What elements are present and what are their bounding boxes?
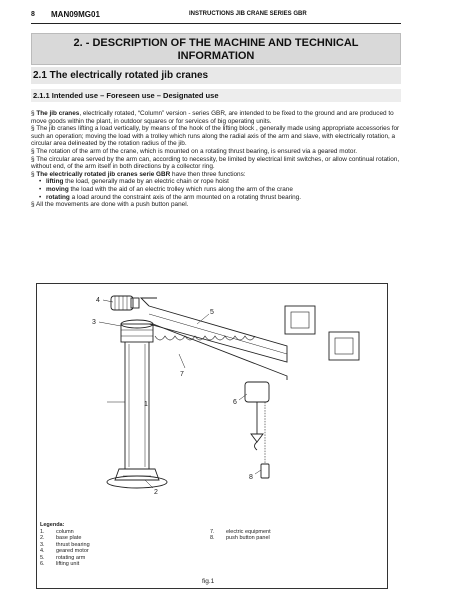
callout-8: 8 — [249, 474, 253, 481]
header-divider — [31, 23, 401, 24]
subsection-heading: 2.1 The electrically rotated jib cranes — [31, 67, 401, 84]
beam-profile-detail — [285, 306, 359, 360]
paragraph-4: § The circular area served by the arm can, according to necessity, be limited by electrical limit switches, or allow continual rotation, without end, of the arm itself in both directions by a collector ring. — [31, 155, 400, 171]
callout-3: 3 — [92, 319, 96, 326]
callout-6: 6 — [233, 399, 237, 406]
callout-7: 7 — [180, 371, 184, 378]
section-title — [31, 33, 401, 65]
legend-title: Legenda: — [40, 522, 65, 528]
column-drawing — [107, 342, 167, 488]
function-list — [31, 178, 403, 201]
page-number: 8 — [31, 11, 35, 18]
list-item: 1. column — [40, 529, 74, 535]
geared-motor-drawing — [111, 296, 139, 310]
document-title: INSTRUCTIONS JIB CRANE SERIES GBR — [189, 11, 307, 17]
figure-caption: fig.1 — [202, 578, 215, 585]
legend-column-1 — [40, 529, 190, 567]
list-item: • lifting the load, generally made by an electric chain or rope hoist — [39, 178, 403, 186]
list-item: 7. electric equipment — [210, 529, 271, 535]
callout-5: 5 — [210, 309, 214, 316]
list-item: 2. base plate — [40, 535, 82, 542]
push-button-panel-drawing — [261, 402, 269, 478]
paragraph-3: § The rotation of the arm of the crane, which is mounted on a rotating thrust bearing, is ensured via a geared motor. — [31, 147, 358, 155]
paragraph-5: § The electrically rotated jib cranes serie GBR have then three functions: — [31, 170, 246, 178]
paragraph-6: § All the movements are done with a push button panel. — [31, 201, 189, 209]
callout-4: 4 — [96, 297, 100, 304]
list-item: 6. lifting unit — [40, 561, 80, 568]
paragraph-2: § The jib cranes lifting a load vertically, by means of the hook of the lifting block , generally made using appropriate accessories for such an operation; moving the load with a trolley which runs along the radial axis of the arm and slave, with electrically rotation, a circular area delineated by the rotation radius of the jib. — [31, 125, 400, 148]
section-title-line2: INFORMATION — [177, 50, 255, 62]
legend — [40, 522, 370, 568]
subsubsection-heading: 2.1.1 Intended use – Foreseen use – Designated use — [31, 89, 401, 102]
callout-2: 2 — [154, 489, 158, 496]
list-item: • rotating a load around the constraint axis of the arm mounted on a rotating thrust bearing. — [39, 194, 403, 202]
page-header — [31, 10, 401, 22]
body-text — [31, 110, 403, 209]
paragraph-1: § The jib cranes, electrically rotated, “Column” version - series GBR, are intended to be fixed to the ground and are produced to move goods within the plant, in outdoor squares or for services of big operating units. — [31, 110, 394, 125]
callout-1: 1 — [144, 401, 148, 408]
list-item: 4. geared motor — [40, 548, 89, 555]
document-code: MAN09MG01 — [51, 10, 100, 19]
list-item: • moving the load with the aid of an electric trolley which runs along the arm of the crane — [39, 186, 403, 194]
lifting-unit-drawing — [245, 382, 269, 450]
list-item: 8. push button panel — [210, 535, 270, 542]
list-item: 3. thrust bearing — [40, 541, 90, 548]
legend-column-2 — [210, 529, 360, 542]
section-title-line1: 2. - DESCRIPTION OF THE MACHINE AND TECHNICAL — [73, 37, 359, 49]
list-item: 5. rotating arm — [40, 554, 86, 561]
thrust-bearing-drawing — [121, 320, 153, 342]
